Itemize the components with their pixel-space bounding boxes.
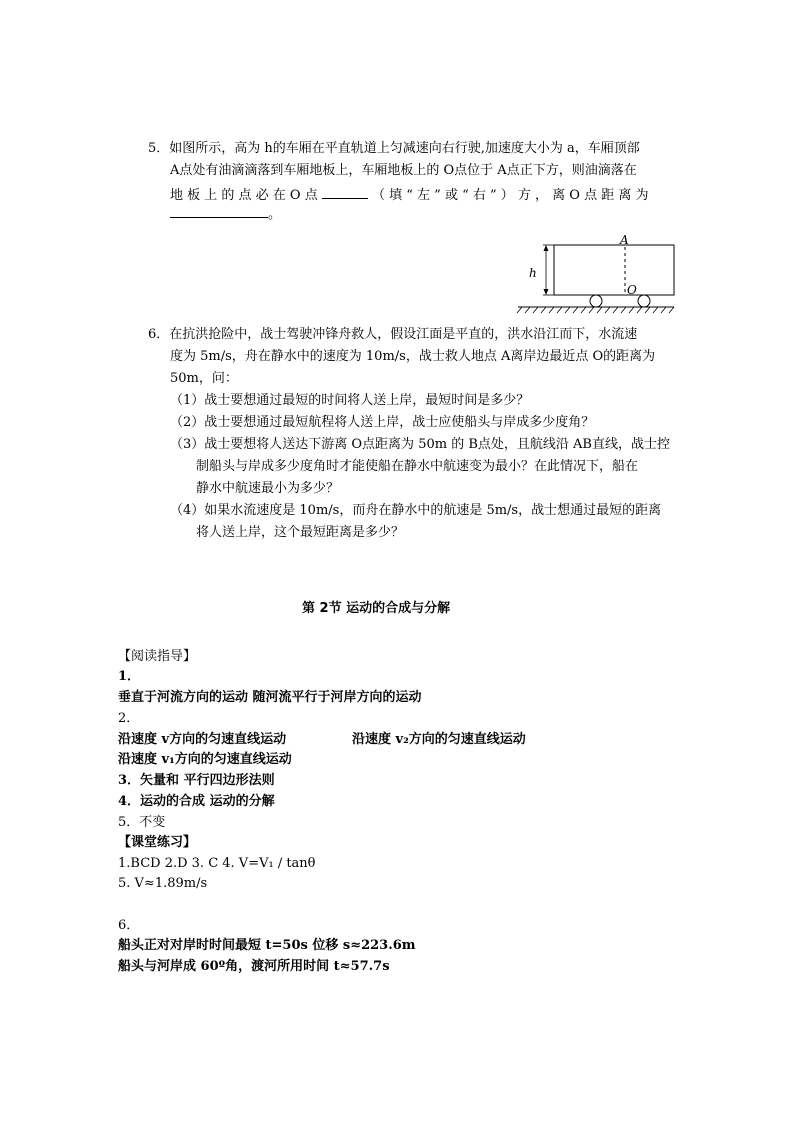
- label-o: O: [627, 283, 637, 297]
- height-dimension: [543, 245, 554, 295]
- q5-line-3: [170, 186, 649, 204]
- answer-3: 3．矢量和 平行四边形法则: [118, 773, 275, 788]
- answer-1-text: 垂直于河流方向的运动 随河流平行于河岸方向的运动: [118, 690, 422, 705]
- answer-2-number: 2．: [118, 711, 140, 726]
- q6-part-3-line-1: （3）战士要想将人送达下游离 O点距离为 50m 的 B点处，且航线沿 AB直线，战士控: [170, 437, 670, 452]
- answer-4: 4．运动的合成 运动的分解: [118, 794, 275, 809]
- q5-period: 。: [268, 207, 282, 222]
- q6-line-2: 度为 5m/s，舟在静水中的速度为 10m/s，战士救人地点 A离岸边最近点 O的距离为: [170, 349, 656, 364]
- label-h: h: [529, 266, 537, 280]
- wheel-left: [590, 295, 602, 307]
- q5-line-3-start: 地 板 上 的 点 必 在 O 点: [170, 188, 318, 203]
- reading-guide-header: 【阅读指导】: [118, 649, 197, 664]
- q6-part-3-line-3: 静水中航速最小为多少？: [196, 481, 340, 496]
- answer-2-text-a: 沿速度 v方向的匀速直线运动: [118, 732, 287, 747]
- practice-answers-1-4: 1.BCD 2.D 3. C 4. V=V₁ / tanθ: [118, 856, 316, 871]
- q5-line-2: A点处有油滴滴落到车厢地板上，车厢地板上的 O点位于 A点正下方，则油滴落在: [170, 163, 637, 178]
- answer-2-text-c: 沿速度 v₁方向的匀速直线运动: [118, 752, 292, 767]
- carriage-figure: [516, 235, 676, 315]
- practice-answer-6-line-2: 船头与河岸成 60º角，渡河所用时间 t≈57.7s: [118, 959, 390, 974]
- label-a: A: [620, 235, 629, 247]
- practice-answer-6-line-1: 船头正对对岸时时间最短 t=50s 位移 s≈223.6m: [118, 938, 416, 953]
- answer-blank-distance: [170, 205, 268, 218]
- q6-line-3: 50m，问：: [170, 371, 238, 386]
- section-title: 第 2节 运动的合成与分解: [302, 601, 451, 616]
- q6-part-2: （2）战士要想通过最短航程将人送上岸，战士应使船头与岸成多少度角？: [170, 415, 595, 430]
- practice-answer-6-number: 6．: [118, 918, 140, 933]
- answer-1-number: 1．: [118, 669, 141, 684]
- wheel-right: [638, 295, 650, 307]
- carriage-body: [554, 245, 674, 295]
- q5-line-3-end: （ 填 “ 左 ” 或 “ 右 ” ） 方 ， 离 O 点 距 离 为: [372, 188, 649, 203]
- q6-part-4-line-1: （4）如果水流速度是 10m/s，而舟在静水中的航速是 5m/s，战士想通过最短的距离: [170, 503, 662, 518]
- classroom-practice-header: 【课堂练习】: [118, 835, 197, 850]
- answer-5: 5．不变: [118, 815, 166, 830]
- answer-2-text-b: 沿速度 v₂方向的匀速直线运动: [352, 732, 526, 747]
- q6-line-1: 6．在抗洪抢险中，战士驾驶冲锋舟救人，假设江面是平直的，洪水沿江而下，水流速: [148, 327, 638, 342]
- q6-part-3-line-2: 制船头与岸成多少度角时才能使船在静水中航速变为最小？在此情况下，船在: [196, 459, 639, 474]
- q5-line-1: 5．如图所示，高为 h的车厢在平直轨道上匀减速向右行驶,加速度大小为 a，车厢顶部: [148, 141, 640, 156]
- q6-part-1: （1）战士要想通过最短的时间将人送上岸，最短时间是多少？: [170, 393, 530, 408]
- q6-part-4-line-2: 将人送上岸，这个最短距离是多少？: [196, 525, 405, 540]
- practice-answer-5: 5. V≈1.89m/s: [118, 876, 208, 891]
- ground-track: [517, 307, 674, 313]
- answer-blank-direction: [322, 186, 368, 199]
- q5-line-4: [170, 205, 281, 223]
